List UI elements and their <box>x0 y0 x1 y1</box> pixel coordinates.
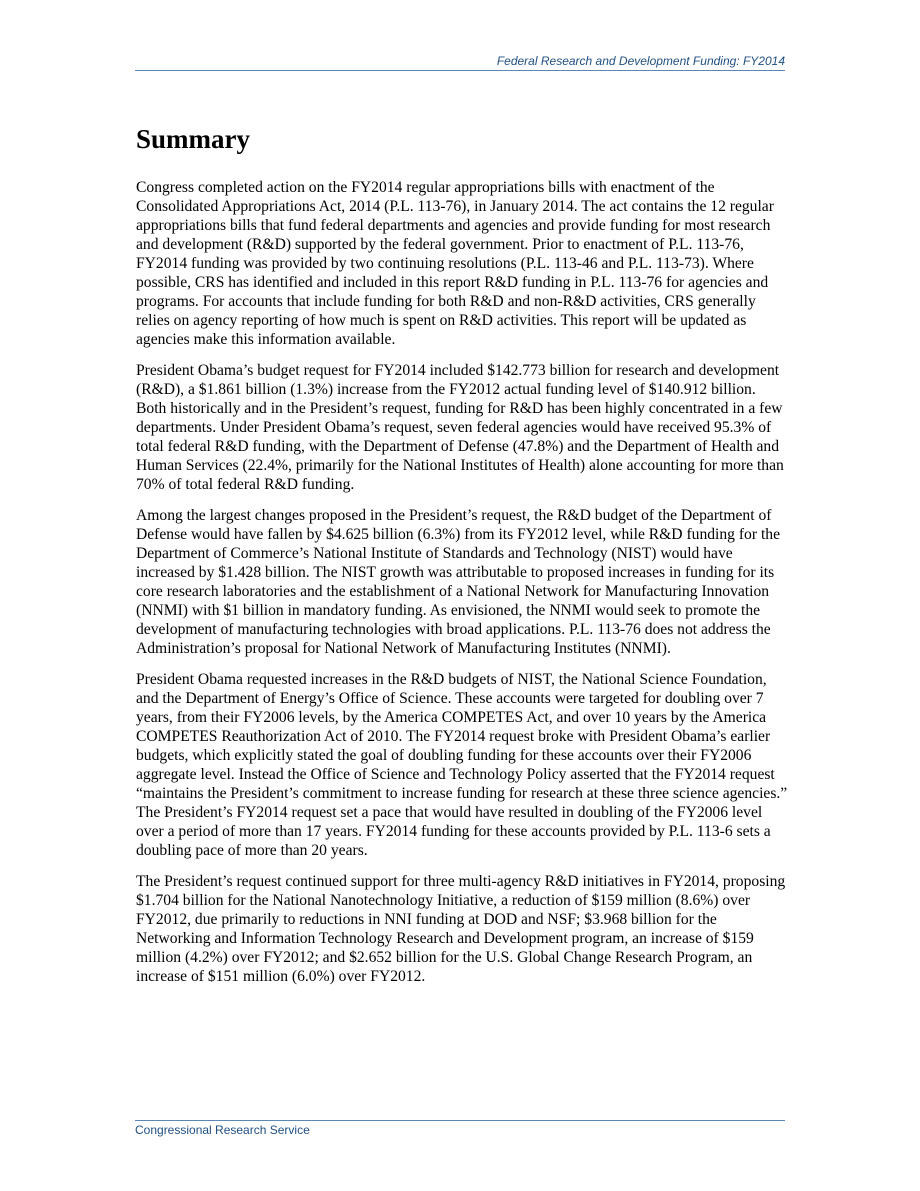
running-header <box>135 54 785 71</box>
footer-organization: Congressional Research Service <box>135 1123 310 1137</box>
summary-paragraph-1: Congress completed action on the FY2014 regular appropriations bills with enactment of the Consolidated Appropriations Act, 2014 (P.L. 113-76), in January 2014. The act contains the 12 regular appropriations bills that fund federal departments and agencies and provide funding for most research and development (R&D) supported by the federal government. Prior to enactment of P.L. 113-76, FY2014 funding was provided by two continuing resolutions (P.L. 113-46 and P.L. 113-73). Where possible, CRS has identified and included in this report R&D funding in P.L. 113-76 for agencies and programs. For accounts that include funding for both R&D and non-R&D activities, CRS generally relies on agency reporting of how much is spent on R&D activities. This report will be updated as agencies make this information available. <box>136 179 774 348</box>
summary-paragraph-4: President Obama requested increases in the R&D budgets of NIST, the National Science Foundation, and the Department of Energy’s Office of Science. These accounts were targeted for doubling over 7 years, from their FY2006 levels, by the America COMPETES Act, and over 10 years by the America COMPETES Reauthorization Act of 2010. The FY2014 request broke with President Obama’s earlier budgets, which explicitly stated the goal of doubling funding for these accounts over their FY2006 aggregate level. Instead the Office of Science and Technology Policy asserted that the FY2014 request “maintains the President’s commitment to increase funding for research at these three science agencies.” The President’s FY2014 request set a pace that would have resulted in doubling of the FY2006 level over a period of more than 17 years. FY2014 funding for these accounts provided by P.L. 113-6 sets a doubling pace of more than 20 years. <box>136 671 788 859</box>
running-header-title: Federal Research and Development Funding: FY2014 <box>496 54 785 68</box>
summary-paragraph-2: President Obama’s budget request for FY2014 included $142.773 billion for research and development (R&D), a $1.861 billion (1.3%) increase from the FY2012 actual funding level of $140.912 billion. Both historically and in the President’s request, funding for R&D has been highly concentrated in a few departments. Under President Obama’s request, seven federal agencies would have received 95.3% of total federal R&D funding, with the Department of Defense (47.8%) and the Department of Health and Human Services (22.4%, primarily for the National Institutes of Health) alone accounting for more than 70% of total federal R&D funding. <box>136 362 784 493</box>
summary-body <box>136 178 788 998</box>
summary-paragraph-5: The President’s request continued support for three multi-agency R&D initiatives in FY2014, proposing $1.704 billion for the National Nanotechnology Initiative, a reduction of $159 million (8.6%) over FY2012, due primarily to reductions in NNI funding at DOD and NSF; $3.968 billion for the Networking and Information Technology Research and Development program, an increase of $159 million (4.2%) over FY2012; and $2.652 billion for the U.S. Global Change Research Program, an increase of $151 million (6.0%) over FY2012. <box>136 873 786 985</box>
page-title: Summary <box>136 124 250 154</box>
summary-paragraph-3: Among the largest changes proposed in the President’s request, the R&D budget of the Department of Defense would have fallen by $4.625 billion (6.3%) from its FY2012 level, while R&D funding for the Department of Commerce’s National Institute of Standards and Technology (NIST) would have increased by $1.428 billion. The NIST growth was attributable to proposed increases in funding for its core research laboratories and the establishment of a National Network for Manufacturing Innovation (NNMI) with $1 billion in mandatory funding. As envisioned, the NNMI would seek to promote the development of manufacturing technologies with broad applications. P.L. 113-76 does not address the Administration’s proposal for National Network of Manufacturing Institutes (NNMI). <box>136 507 780 657</box>
running-footer <box>135 1120 785 1137</box>
